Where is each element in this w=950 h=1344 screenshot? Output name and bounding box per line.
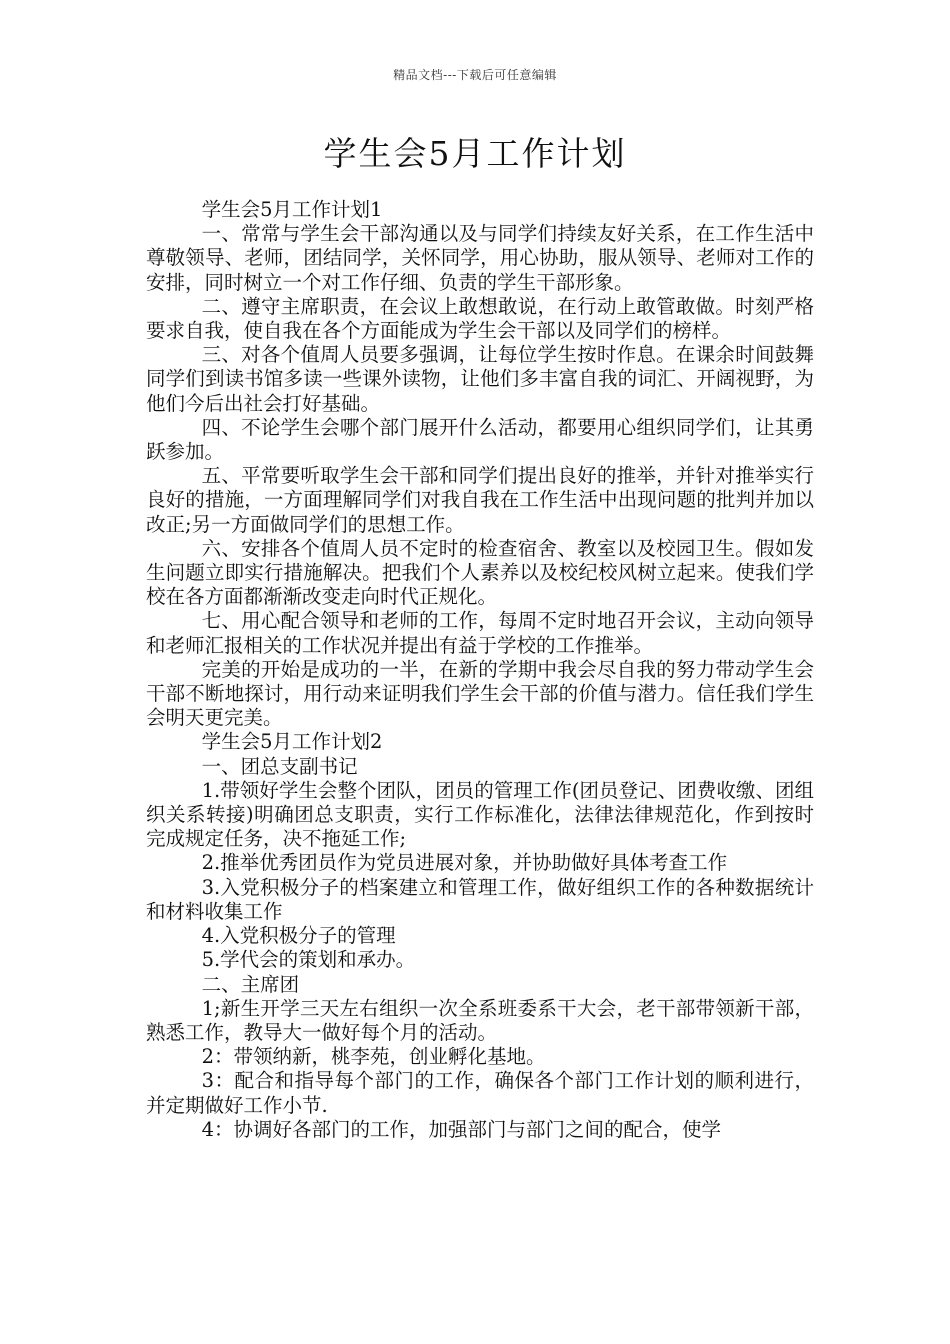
list-item: 4.入党积极分子的管理 [201, 924, 396, 948]
paragraph: 一、常常与学生会干部沟通以及与同学们持续友好关系，在工作生活中尊敬领导、老师，团结同学，关怀同学，用心协助，服从领导、老师对工作的安排，同时树立一个对工作仔细、负责的学生干部形象。 [146, 222, 814, 294]
list-item: 2：带领纳新，桃李苑，创业孵化基地。 [201, 1045, 546, 1069]
paragraph: 七、用心配合领导和老师的工作，每周不定时地召开会议，主动向领导和老师汇报相关的工作状况并提出有益于学校的工作推举。 [146, 609, 814, 657]
list-item: 3：配合和指导每个部门的工作，确保各个部门工作计划的顺利进行，并定期做好工作小节. [146, 1069, 814, 1117]
list-item: 1;新生开学三天左右组织一次全系班委系干大会，老干部带领新干部，熟悉工作，教导大一做好每个月的活动。 [146, 996, 814, 1044]
paragraph: 二、遵守主席职责，在会议上敢想敢说，在行动上敢管敢做。时刻严格要求自我，使自我在各个方面能成为学生会干部以及同学们的榜样。 [146, 294, 814, 343]
paragraph: 完美的开始是成功的一半，在新的学期中我会尽自我的努力带动学生会干部不断地探讨，用行动来证明我们学生会干部的价值与潜力。信任我们学生会明天更完美。 [146, 657, 814, 730]
list-item: 2.推举优秀团员作为党员进展对象，并协助做好具体考查工作 [201, 851, 728, 875]
header-note: 精品文档---下载后可任意编辑 [393, 68, 557, 82]
section-heading: 学生会5月工作计划1 [201, 198, 383, 221]
paragraph: 五、平常要听取学生会干部和同学们提出良好的推举，并针对推举实行良好的措施，一方面理解同学们对我自我在工作生活中出现问题的批判并加以改正;另一方面做同学们的思想工作。 [146, 464, 814, 536]
list-item: 4：协调好各部门的工作，加强部门与部门之间的配合，使学 [201, 1117, 721, 1141]
section-heading: 学生会5月工作计划2 [201, 730, 383, 754]
paragraph: 四、不论学生会哪个部门展开什么活动，都要用心组织同学们，让其勇跃参加。 [146, 415, 814, 464]
document-body [146, 198, 814, 1142]
subsection-heading: 二、主席团 [201, 972, 300, 996]
document-title: 学生会5月工作计划 [323, 134, 627, 173]
paragraph: 六、安排各个值周人员不定时的检查宿舍、教室以及校园卫生。假如发生问题立即实行措施解决。把我们个人素养以及校纪校风树立起来。使我们学校在各方面都渐渐改变走向时代正规化。 [146, 536, 814, 609]
list-item: 3.入党积极分子的档案建立和管理工作，做好组织工作的各种数据统计和材料收集工作 [146, 875, 814, 923]
list-item: 5.学代会的策划和承办。 [201, 948, 416, 972]
subsection-heading: 一、团总支副书记 [201, 754, 358, 778]
list-item: 1.带领好学生会整个团队，团员的管理工作(团员登记、团费收缴、团组织关系转接)明确团总支职责，实行工作标准化，法律法律规范化，作到按时完成规定任务，决不拖延工作; [146, 778, 814, 851]
paragraph: 三、对各个值周人员要多强调，让每位学生按时作息。在课余时间鼓舞同学们到读书馆多读一些课外读物，让他们多丰富自我的词汇、开阔视野，为他们今后出社会打好基础。 [146, 343, 814, 415]
